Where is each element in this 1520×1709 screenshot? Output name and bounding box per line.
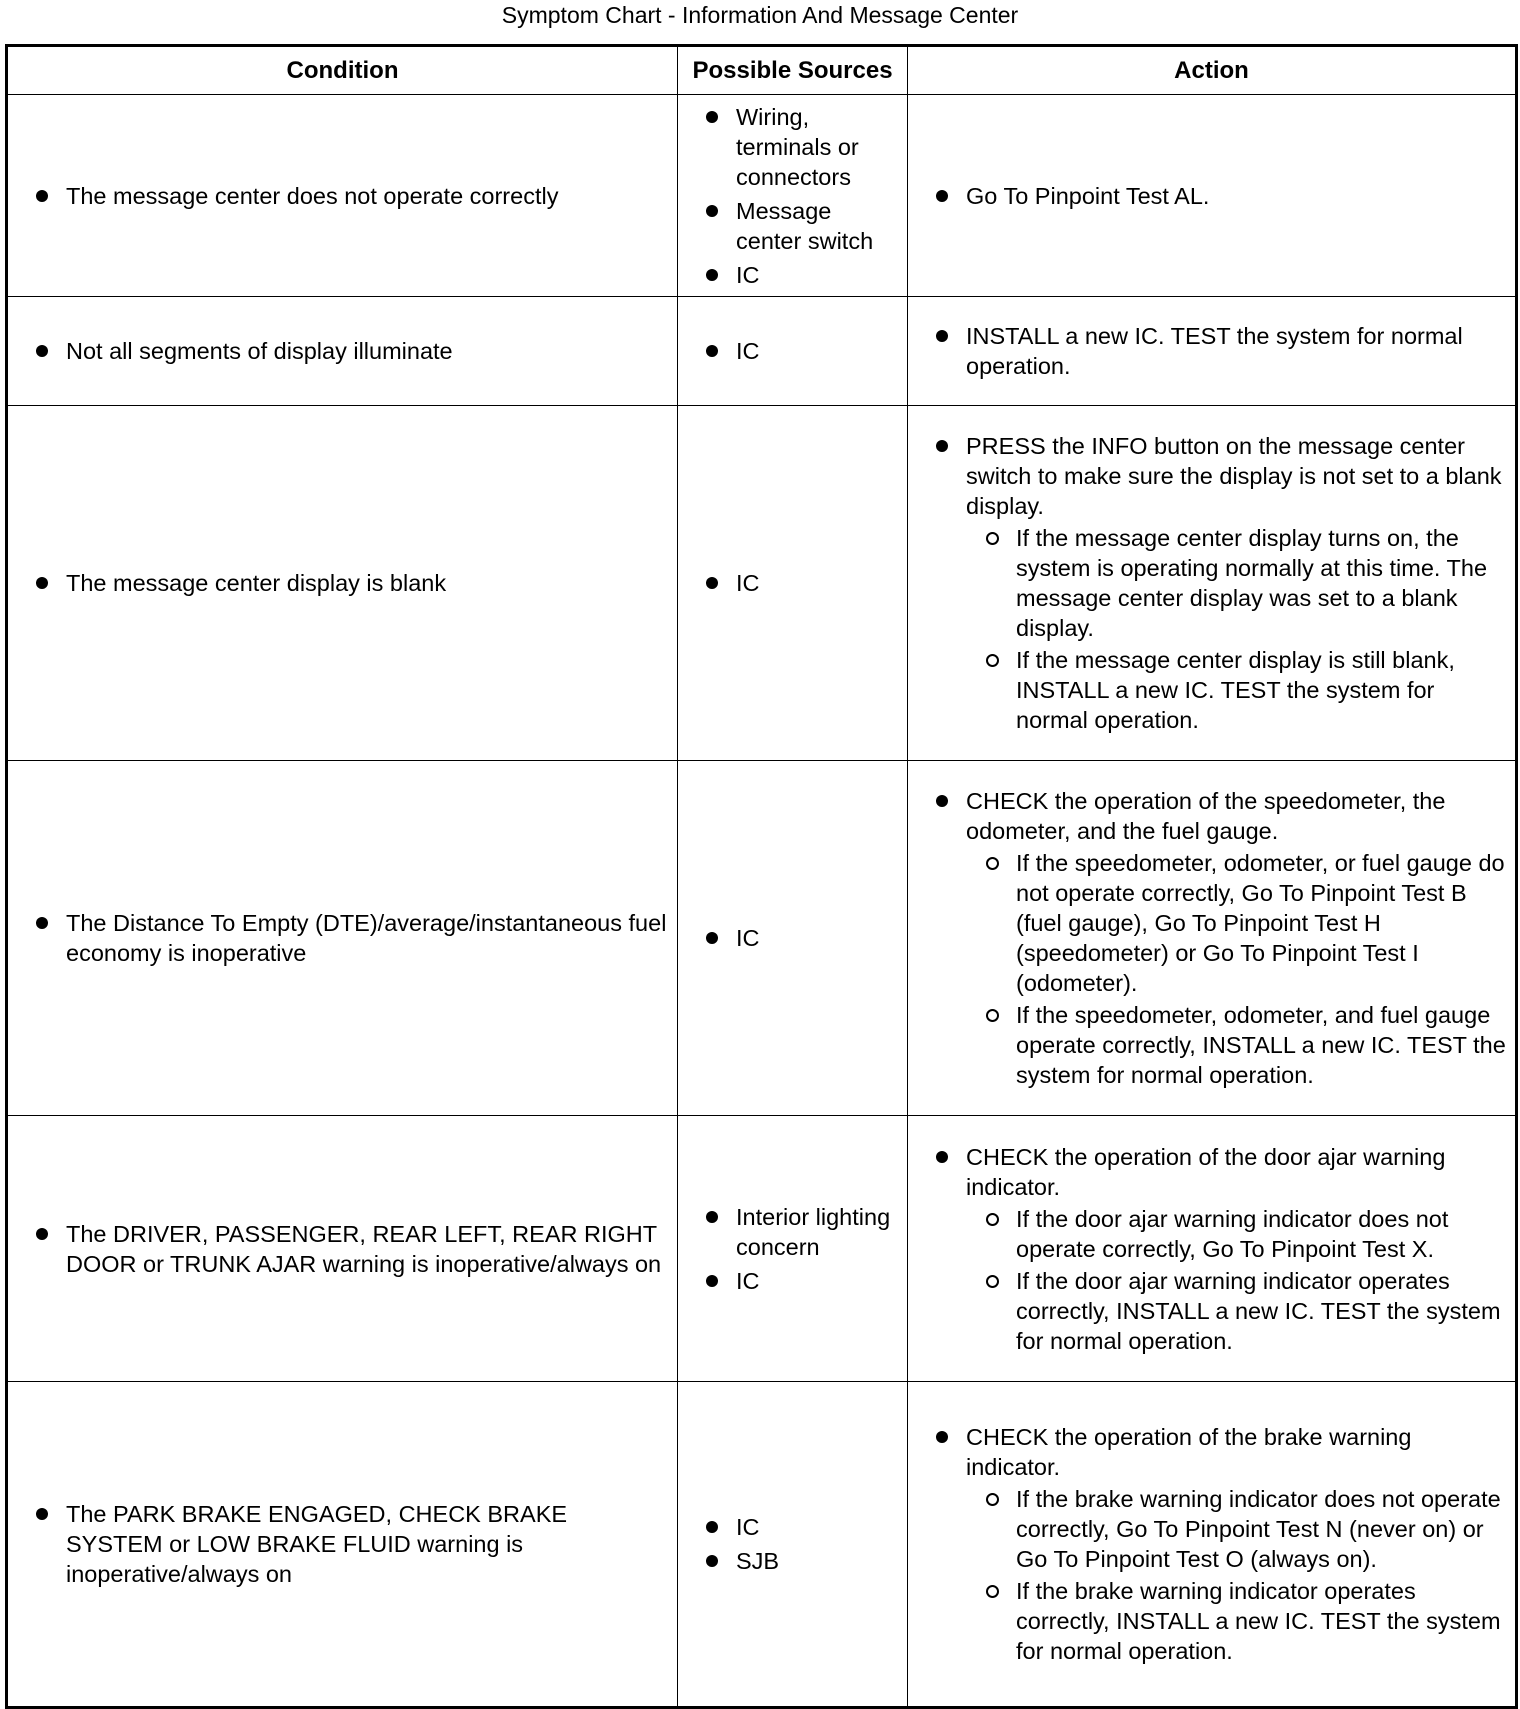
action-item <box>908 431 1515 735</box>
condition-cell <box>7 761 678 1116</box>
action-cell <box>908 1116 1517 1382</box>
action-cell <box>908 297 1517 406</box>
header-condition: Condition <box>7 46 678 95</box>
source-item: IC <box>678 923 907 953</box>
sources-cell <box>678 95 908 297</box>
condition-cell <box>7 95 678 297</box>
action-cell <box>908 95 1517 297</box>
action-item <box>908 786 1515 1090</box>
action-cell <box>908 1382 1517 1708</box>
action-sub-item: If the door ajar warning indicator does not operate correctly, Go To Pinpoint Test X. <box>966 1204 1509 1264</box>
source-item: IC <box>678 260 907 290</box>
source-item: IC <box>678 336 907 366</box>
table-row <box>7 297 1517 406</box>
action-sub-item: If the door ajar warning indicator operates correctly, INSTALL a new IC. TEST the system for normal operation. <box>966 1266 1509 1356</box>
table-row <box>7 95 1517 297</box>
action-cell <box>908 406 1517 761</box>
action-sub-item: If the speedometer, odometer, or fuel gauge do not operate correctly, Go To Pinpoint Test B (fuel gauge), Go To Pinpoint Test H (speedometer) or Go To Pinpoint Test I (odometer). <box>966 848 1509 998</box>
action-main: Go To Pinpoint Test AL. <box>908 181 1515 211</box>
condition-text: The DRIVER, PASSENGER, REAR LEFT, REAR RIGHT DOOR or TRUNK AJAR warning is inoperative/always on <box>8 1219 677 1279</box>
sources-cell <box>678 297 908 406</box>
action-main: PRESS the INFO button on the message center switch to make sure the display is not set to a blank display. <box>966 433 1502 519</box>
sources-cell <box>678 406 908 761</box>
action-main: CHECK the operation of the door ajar warning indicator. <box>966 1143 1446 1200</box>
condition-cell <box>7 1382 678 1708</box>
table-caption: Symptom Chart - Information And Message Center <box>501 2 1019 28</box>
condition-cell <box>7 406 678 761</box>
source-item: Interior lighting concern <box>678 1202 907 1262</box>
action-main: INSTALL a new IC. TEST the system for normal operation. <box>908 321 1515 381</box>
sources-cell <box>678 1116 908 1382</box>
source-item: Wiring, terminals or connectors <box>678 102 907 192</box>
source-item: IC <box>678 568 907 598</box>
condition-text: The PARK BRAKE ENGAGED, CHECK BRAKE SYSTEM or LOW BRAKE FLUID warning is inoperative/always on <box>8 1499 677 1589</box>
sources-cell <box>678 1382 908 1708</box>
symptom-table <box>5 44 1518 1709</box>
action-item <box>908 1422 1515 1666</box>
header-action: Action <box>908 46 1517 95</box>
condition-text: Not all segments of display illuminate <box>8 336 677 366</box>
action-cell <box>908 761 1517 1116</box>
action-sub-item: If the message center display turns on, the system is operating normally at this time. The message center display was set to a blank display. <box>966 523 1509 643</box>
header-possible-sources: Possible Sources <box>678 46 908 95</box>
source-item: Message center switch <box>678 196 907 256</box>
action-sub-item: If the message center display is still blank, INSTALL a new IC. TEST the system for normal operation. <box>966 645 1509 735</box>
source-item: IC <box>678 1266 907 1296</box>
action-main: CHECK the operation of the brake warning indicator. <box>966 1424 1412 1480</box>
condition-text: The message center display is blank <box>8 568 677 598</box>
action-sub-item: If the brake warning indicator does not operate correctly, Go To Pinpoint Test N (never on) or Go To Pinpoint Test O (always on). <box>966 1484 1509 1574</box>
condition-cell <box>7 1116 678 1382</box>
sources-cell <box>678 761 908 1116</box>
condition-text: The Distance To Empty (DTE)/average/instantaneous fuel economy is inoperative <box>8 908 677 968</box>
action-sub-item: If the speedometer, odometer, and fuel gauge operate correctly, INSTALL a new IC. TEST the system for normal operation. <box>966 1000 1509 1090</box>
action-sub-item: If the brake warning indicator operates correctly, INSTALL a new IC. TEST the system for normal operation. <box>966 1576 1509 1666</box>
table-row <box>7 761 1517 1116</box>
condition-cell <box>7 297 678 406</box>
table-row <box>7 1116 1517 1382</box>
action-item <box>908 1142 1515 1356</box>
header-row <box>7 46 1517 95</box>
condition-text: The message center does not operate correctly <box>8 181 677 211</box>
source-item: SJB <box>678 1546 907 1576</box>
table-row <box>7 406 1517 761</box>
action-main: CHECK the operation of the speedometer, the odometer, and the fuel gauge. <box>966 788 1446 844</box>
source-item: IC <box>678 1512 907 1542</box>
table-row <box>7 1382 1517 1708</box>
